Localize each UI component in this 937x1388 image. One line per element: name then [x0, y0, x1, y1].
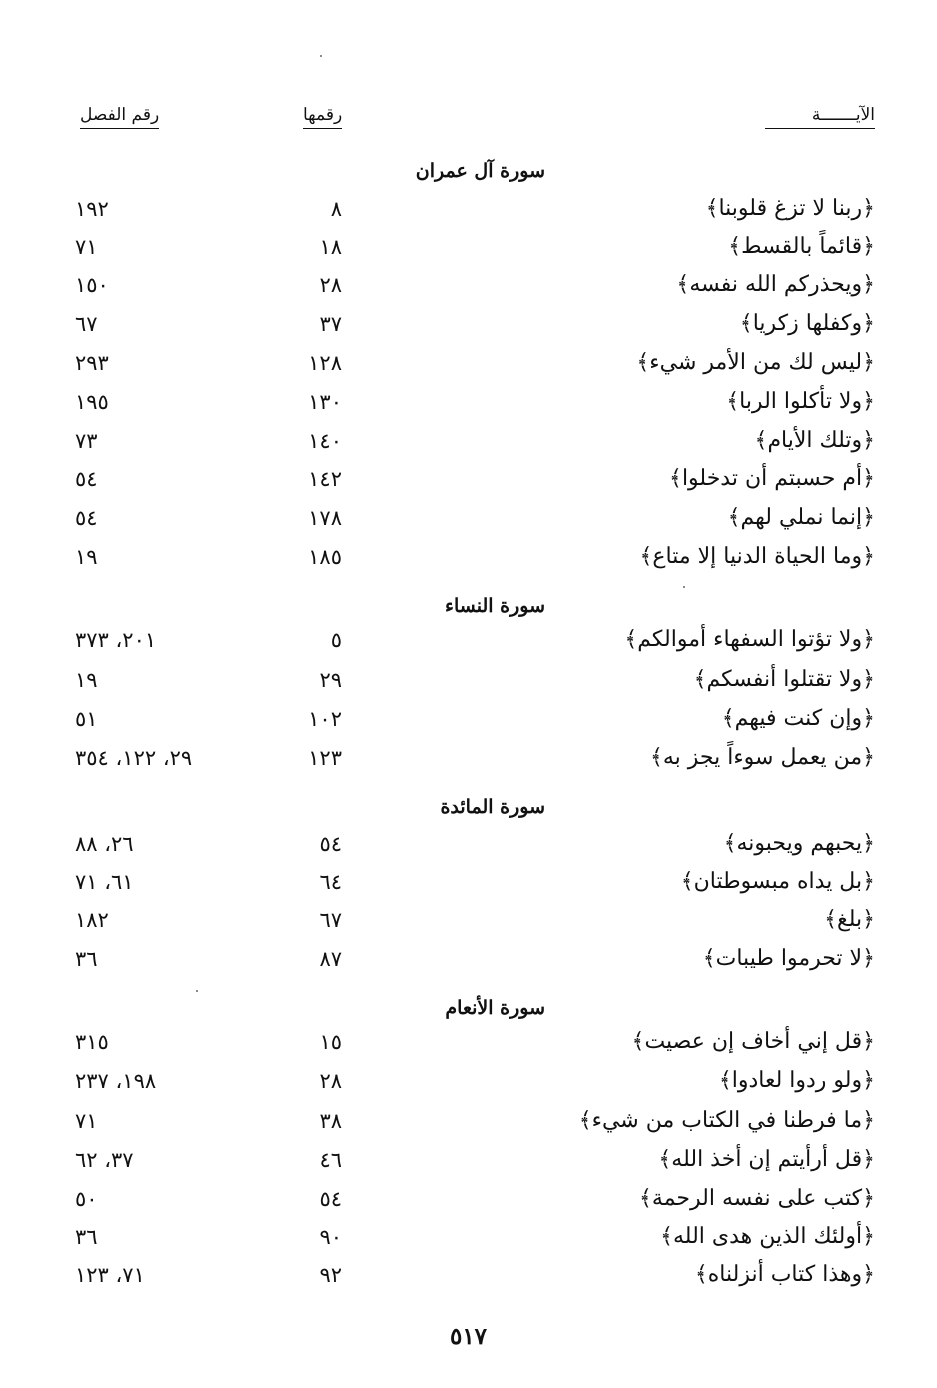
verse-text: ﴿كتب على نفسه الرحمة﴾ [639, 1186, 875, 1211]
verse-text: ﴿من يعمل سوءاً يجز به﴾ [649, 745, 875, 770]
chapter-refs: ٣١٥ [75, 1030, 109, 1054]
verse-text: ﴿أم حسبتم أن تدخلوا﴾ [669, 466, 875, 491]
index-row [0, 191, 937, 229]
verse-number: ١٥ [319, 1030, 342, 1054]
verse-text: ﴿بل يداه مبسوطتان﴾ [680, 869, 875, 894]
verse-number: ٦٧ [319, 908, 342, 932]
verse-text: ﴿أولئك الذين هدى الله﴾ [660, 1224, 875, 1249]
verse-number: ١٣٠ [308, 390, 342, 414]
verse-text: ﴿وتلك الأيام﴾ [754, 428, 875, 453]
index-row [0, 1219, 937, 1257]
verse-text: ﴿قل أرأيتم إن أخذ الله﴾ [658, 1147, 875, 1172]
scan-speck [683, 586, 685, 588]
column-header-verse: الآيـــــــة [765, 104, 875, 129]
verse-text: ﴿ولا تؤتوا السفهاء أموالكم﴾ [624, 627, 875, 652]
chapter-refs: ٢٠١، ٣٧٣ [75, 628, 157, 652]
chapter-refs: ١٩٢ [75, 197, 109, 221]
chapter-refs: ١٩ [75, 545, 98, 569]
chapter-refs: ١٩ [75, 668, 98, 692]
index-row [0, 306, 937, 344]
chapter-refs: ٦٧ [75, 312, 98, 336]
index-row [0, 1024, 937, 1062]
chapter-refs: ٦١، ٧١ [75, 870, 134, 894]
verse-text: ﴿لا تحرموا طيبات﴾ [702, 946, 875, 971]
verse-text: ﴿قل إني أخاف إن عصيت﴾ [631, 1029, 875, 1054]
chapter-refs: ٥٤ [75, 467, 98, 491]
index-row [0, 864, 937, 902]
column-header-verse-number: رقمها [303, 104, 342, 129]
verse-text: ﴿وهذا كتاب أنزلناه﴾ [694, 1262, 875, 1287]
verse-text: ﴿ربنا لا تزغ قلوبنا﴾ [705, 196, 875, 221]
verse-text: ﴿ولا تأكلوا الربا﴾ [726, 389, 875, 414]
verse-number: ٢٨ [319, 1069, 342, 1093]
verse-number: ٤٦ [319, 1148, 342, 1172]
index-row [0, 461, 937, 499]
verse-text: ﴿وكفلها زكريا﴾ [739, 311, 875, 336]
index-row [0, 1142, 937, 1180]
index-row [0, 662, 937, 700]
index-row [0, 384, 937, 422]
verse-text: ﴿ولو ردوا لعادوا﴾ [718, 1068, 875, 1093]
verse-number: ٢٩ [319, 668, 342, 692]
chapter-refs: ٥١ [75, 707, 98, 731]
index-row [0, 740, 937, 778]
verse-number: ٣٨ [319, 1109, 342, 1133]
scan-speck [196, 990, 198, 992]
index-row [0, 826, 937, 864]
index-row [0, 941, 937, 979]
index-row [0, 1181, 937, 1219]
index-row [0, 701, 937, 739]
index-row [0, 902, 937, 940]
chapter-refs: ٧١، ١٢٣ [75, 1263, 145, 1287]
verse-number: ١٢٣ [308, 746, 342, 770]
index-row [0, 1063, 937, 1101]
surah-title: سورة آل عمران [415, 160, 545, 182]
index-row [0, 229, 937, 267]
index-row [0, 345, 937, 383]
chapter-refs: ٢٩٣ [75, 351, 109, 375]
verse-text: ﴿يحبهم ويحبونه﴾ [723, 831, 875, 856]
verse-text: ﴿إنما نملي لهم﴾ [727, 505, 875, 530]
verse-text: ﴿وما الحياة الدنيا إلا متاع﴾ [639, 544, 875, 569]
verse-number: ١٤٠ [308, 429, 342, 453]
column-header-chapter-number: رقم الفصل [80, 104, 159, 129]
verse-number: ٨ [330, 197, 342, 221]
verse-number: ١٤٢ [308, 467, 342, 491]
index-row [0, 622, 937, 660]
verse-text: ﴿وإن كنت فيهم﴾ [721, 706, 875, 731]
chapter-refs: ٧٣ [75, 429, 98, 453]
chapter-refs: ١٥٠ [75, 273, 109, 297]
verse-text: ﴿ولا تقتلوا أنفسكم﴾ [693, 667, 875, 692]
verse-text: ﴿ويحذركم الله نفسه﴾ [676, 272, 875, 297]
surah-title: سورة النساء [445, 595, 545, 617]
verse-number: ٥ [330, 628, 342, 652]
chapter-refs: ٥٤ [75, 506, 98, 530]
verse-number: ٣٧ [319, 312, 342, 336]
index-row [0, 539, 937, 577]
chapter-refs: ٣٦ [75, 947, 98, 971]
chapter-refs: ٧١ [75, 235, 98, 259]
verse-number: ٩٠ [319, 1225, 342, 1249]
verse-number: ٦٤ [319, 870, 342, 894]
surah-title: سورة المائدة [440, 796, 545, 818]
chapter-refs: ٢٦، ٨٨ [75, 832, 134, 856]
verse-text: ﴿ما فرطنا في الكتاب من شيء﴾ [578, 1108, 875, 1133]
index-row [0, 267, 937, 305]
verse-text: ﴿ليس لك من الأمر شيء﴾ [636, 350, 875, 375]
chapter-refs: ٣٧، ٦٢ [75, 1148, 134, 1172]
verse-number: ٥٤ [319, 832, 342, 856]
verse-text: ﴿قائماً بالقسط﴾ [728, 234, 875, 259]
chapter-refs: ١٩٨، ٢٣٧ [75, 1069, 157, 1093]
surah-title: سورة الأنعام [445, 997, 545, 1019]
chapter-refs: ٧١ [75, 1109, 98, 1133]
verse-text: ﴿بلغ﴾ [824, 907, 875, 932]
chapter-refs: ٥٠ [75, 1187, 98, 1211]
chapter-refs: ٣٦ [75, 1225, 98, 1249]
index-row [0, 500, 937, 538]
chapter-refs: ١٨٢ [75, 908, 109, 932]
chapter-refs: ٢٩، ١٢٢، ٣٥٤ [75, 746, 193, 770]
chapter-refs: ١٩٥ [75, 390, 109, 414]
verse-number: ٨٧ [319, 947, 342, 971]
index-row [0, 1103, 937, 1141]
index-row [0, 1257, 937, 1295]
verse-number: ١٢٨ [308, 351, 342, 375]
page-number: ٥١٧ [449, 1323, 488, 1350]
verse-number: ١٠٢ [308, 707, 342, 731]
verse-number: ٢٨ [319, 273, 342, 297]
verse-number: ١٧٨ [308, 506, 342, 530]
verse-number: ١٨ [319, 235, 342, 259]
scan-speck [320, 55, 322, 57]
verse-number: ٩٢ [319, 1263, 342, 1287]
verse-number: ٥٤ [319, 1187, 342, 1211]
verse-number: ١٨٥ [308, 545, 342, 569]
index-row [0, 423, 937, 461]
